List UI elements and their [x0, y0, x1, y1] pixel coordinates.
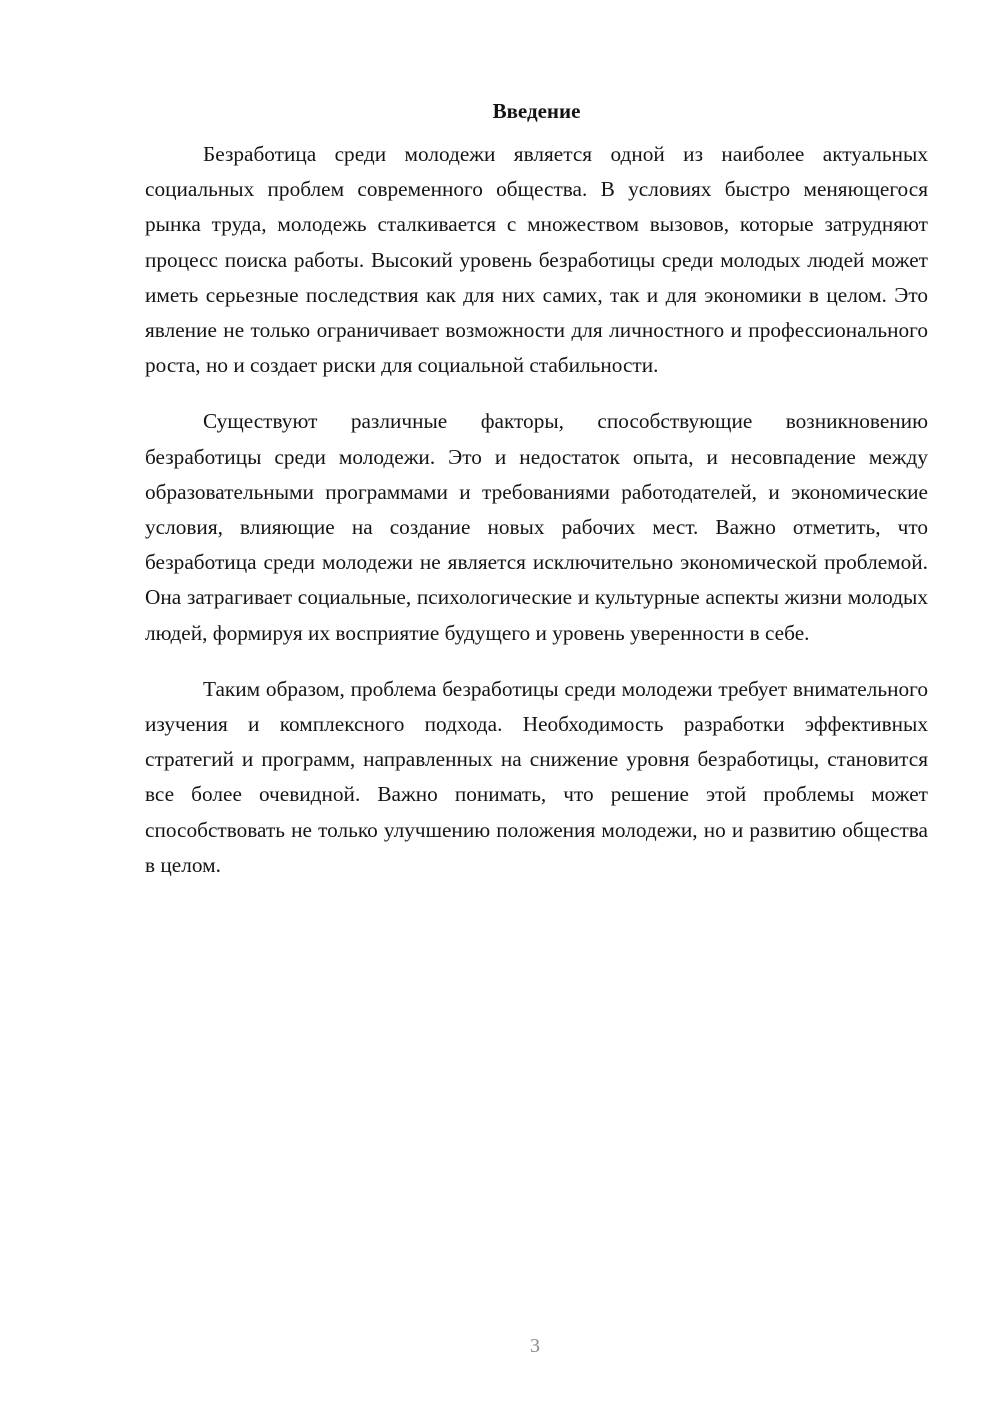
paragraph-3: Таким образом, проблема безработицы среди молодежи требует внимательного изучения и комплексного подхода. Необходимость разработки эффективных стратегий и программ, направленных на снижение уровня безработицы, становится все более очевидной. Важно понимать, что решение этой проблемы может способствовать не только улучшению положения молодежи, но и развитию общества в целом.: [145, 676, 928, 877]
document-body: [145, 98, 928, 904]
paragraph-1: Безработица среди молодежи является одной из наиболее актуальных социальных проблем современного общества. В условиях быстро меняющегося рынка труда, молодежь сталкивается с множеством вызовов, которые затрудняют процесс поиска работы. Высокий уровень безработицы среди молодых людей может иметь серьезные последствия как для них самих, так и для экономики в целом. Это явление не только ограничивает возможности для личностного и профессионального роста, но и создает риски для социальной стабильности.: [145, 142, 928, 378]
page-number: 3: [530, 1335, 540, 1357]
section-heading: Введение: [492, 99, 581, 123]
paragraph-2: Существуют различные факторы, способствующие возникновению безработицы среди молодежи. Это и недостаток опыта, и несовпадение между образовательными программами и требованиями работодателей, и экономические условия, влияющие на создание новых рабочих мест. Важно отметить, что безработица среди молодежи не является исключительно экономической проблемой. Она затрагивает социальные, психологические и культурные аспекты жизни молодых людей, формируя их восприятие будущего и уровень уверенности в себе.: [145, 409, 928, 645]
